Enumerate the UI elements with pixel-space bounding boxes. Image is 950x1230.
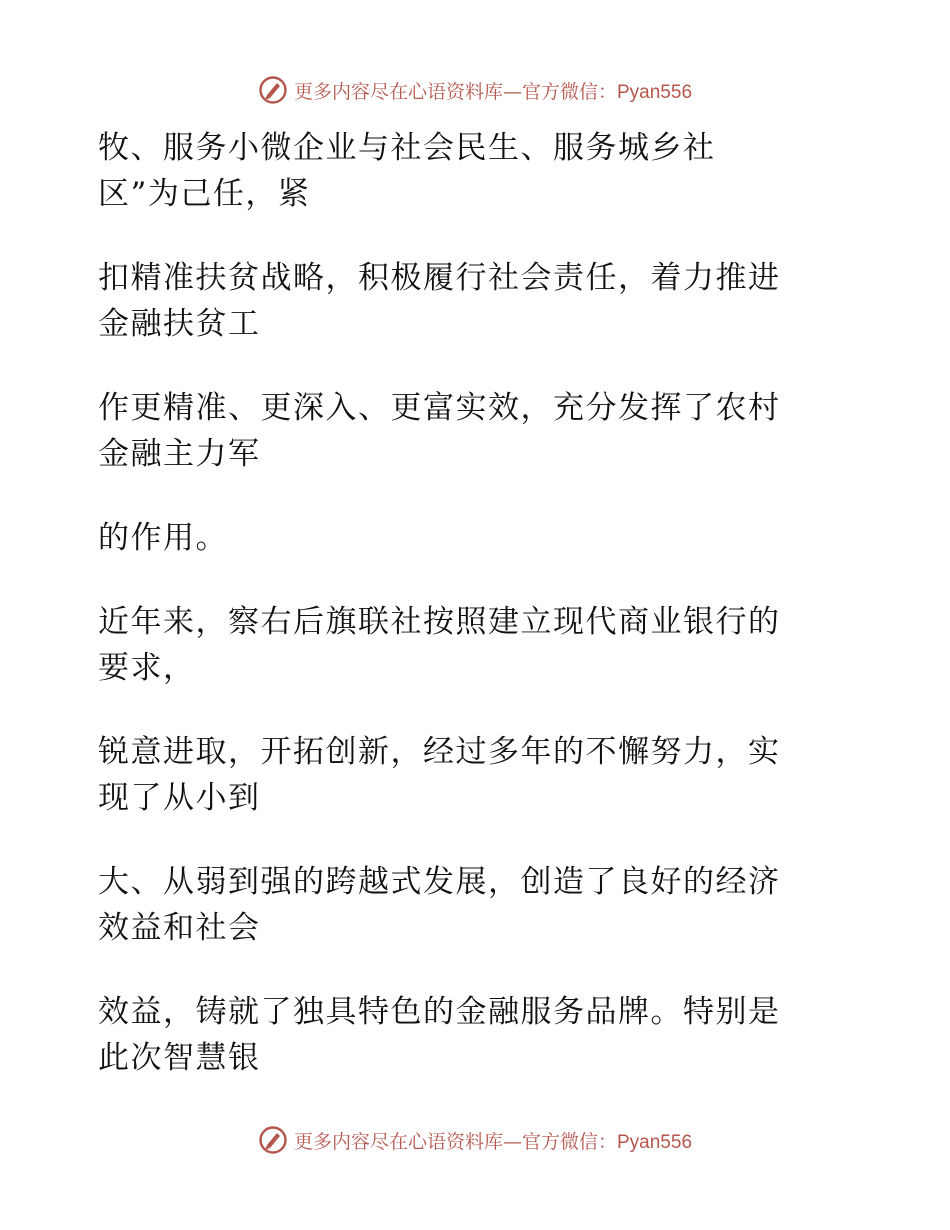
brand-logo-icon [258,75,288,105]
text-line: 扣精准扶贫战略，积极履行社会责任，着力推进 [98,260,781,296]
watermark-text: 更多内容尽在心语资料库—官方微信：Pyan556 [293,1130,693,1153]
text-line: 金融主力军 [98,436,261,472]
paragraph-gap [98,691,838,729]
watermark-id: Pyan556 [617,1131,693,1153]
text-line: 效益，铸就了独具特色的金融服务品牌。特别是 [98,994,781,1030]
header-watermark [0,70,950,110]
paragraph-gap [98,347,838,385]
footer-watermark [0,1120,950,1160]
document-body [98,125,838,1081]
text-line: 大、从弱到强的跨越式发展，创造了良好的经济 [98,864,781,900]
paragraph-gap [98,821,838,859]
watermark-id: Pyan556 [617,81,693,103]
text-line: 现了从小到 [98,780,261,816]
text-line: 区”为己任，紧 [98,176,311,212]
text-line: 的作用。 [98,520,228,556]
watermark-text: 更多内容尽在心语资料库—官方微信：Pyan556 [293,80,693,103]
text-line: 锐意进取，开拓创新，经过多年的不懈努力，实 [98,734,781,770]
brand-logo-icon [258,1125,288,1155]
paragraph-gap [98,217,838,255]
text-line: 近年来，察右后旗联社按照建立现代商业银行的 [98,604,781,640]
paragraph-gap [98,561,838,599]
text-line: 效益和社会 [98,910,261,946]
text-line: 此次智慧银 [98,1040,261,1076]
paragraph-gap [98,951,838,989]
paragraph-gap [98,477,838,515]
text-line: 要求， [98,650,196,686]
text-line: 作更精准、更深入、更富实效，充分发挥了农村 [98,390,781,426]
text-line: 牧、服务小微企业与社会民生、服务城乡社 [98,130,716,166]
text-line: 金融扶贫工 [98,306,261,342]
